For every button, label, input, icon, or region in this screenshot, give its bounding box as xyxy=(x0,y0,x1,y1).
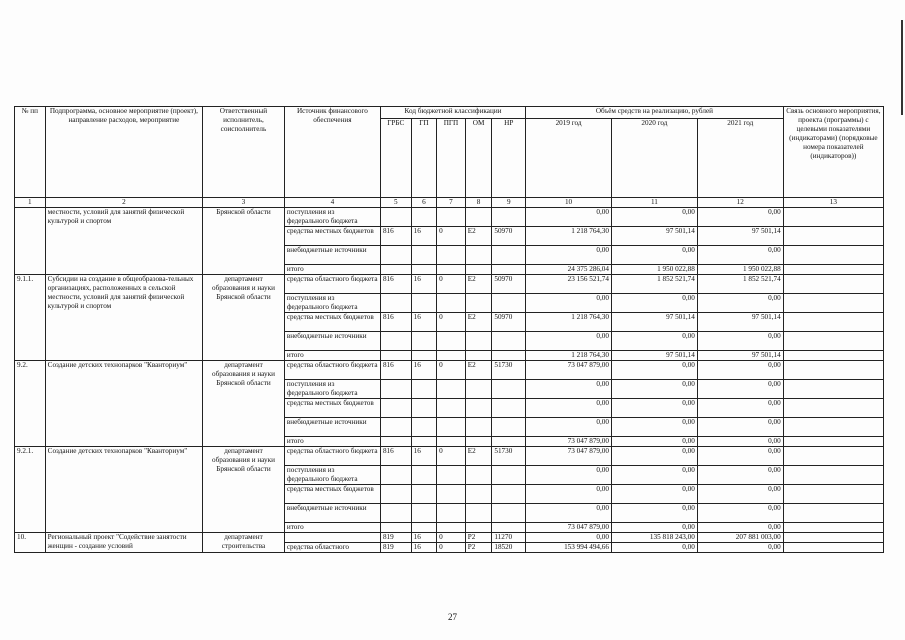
indicator-link xyxy=(783,275,883,294)
header-year-2021: 2021 год xyxy=(697,119,783,198)
code-nr xyxy=(492,523,526,533)
amount-2019: 24 375 286,04 xyxy=(526,265,612,275)
indicator-link xyxy=(783,351,883,361)
amount-2020: 0,00 xyxy=(611,380,697,399)
header-link: Связь основного мероприятия, проекта (программы) с целевыми показателями (индикаторами) (порядковые номера показателей (индикаторов)) xyxy=(783,107,883,198)
amount-2021: 1 852 521,74 xyxy=(697,275,783,294)
code-nr xyxy=(492,265,526,275)
code-pgp xyxy=(437,208,466,227)
code-nr: 50970 xyxy=(492,313,526,332)
amount-2019: 0,00 xyxy=(526,399,612,418)
code-pgp xyxy=(437,380,466,399)
code-grbs xyxy=(380,246,411,265)
indicator-link xyxy=(783,523,883,533)
program-name: Создание детских технопарков "Кванториум" xyxy=(45,361,202,447)
code-grbs: 816 xyxy=(380,275,411,294)
code-om xyxy=(465,399,492,418)
code-gp: 16 xyxy=(411,313,437,332)
code-grbs xyxy=(380,504,411,523)
code-gp xyxy=(411,418,437,437)
funding-source: средства местных бюджетов xyxy=(284,399,380,418)
amount-2021: 0,00 xyxy=(697,332,783,351)
amount-2019: 1 218 764,30 xyxy=(526,227,612,246)
code-nr xyxy=(492,246,526,265)
funding-source: средства областного бюджета xyxy=(284,361,380,380)
code-grbs xyxy=(380,351,411,361)
code-grbs xyxy=(380,466,411,485)
code-gp xyxy=(411,504,437,523)
amount-2020: 0,00 xyxy=(611,294,697,313)
funding-source: итого xyxy=(284,523,380,533)
indicator-link xyxy=(783,418,883,437)
amount-2021: 0,00 xyxy=(697,246,783,265)
amount-2021: 0,00 xyxy=(697,208,783,227)
funding-source: итого xyxy=(284,437,380,447)
code-grbs: 816 xyxy=(380,313,411,332)
funding-source: средства областного бюджета xyxy=(284,275,380,294)
code-gp: 16 xyxy=(411,227,437,246)
amount-2021: 97 501,14 xyxy=(697,227,783,246)
amount-2020: 135 818 243,00 xyxy=(611,533,697,543)
amount-2020: 0,00 xyxy=(611,543,697,553)
amount-2019: 0,00 xyxy=(526,246,612,265)
header-num: № пп xyxy=(15,107,46,198)
funding-source: средства местных бюджетов xyxy=(284,313,380,332)
code-nr: 11270 xyxy=(492,533,526,543)
amount-2020: 1 852 521,74 xyxy=(611,275,697,294)
amount-2019: 0,00 xyxy=(526,208,612,227)
row-number: 10. xyxy=(15,533,46,553)
amount-2019: 0,00 xyxy=(526,294,612,313)
code-pgp xyxy=(437,504,466,523)
amount-2020: 0,00 xyxy=(611,208,697,227)
code-gp xyxy=(411,246,437,265)
code-gp xyxy=(411,466,437,485)
code-nr xyxy=(492,485,526,504)
code-om: E2 xyxy=(465,313,492,332)
executor: департамент строительства xyxy=(203,533,285,553)
code-pgp xyxy=(437,418,466,437)
indicator-link xyxy=(783,485,883,504)
code-nr xyxy=(492,351,526,361)
funding-source: средства областного xyxy=(284,543,380,553)
table-row xyxy=(15,275,884,294)
amount-2020: 0,00 xyxy=(611,504,697,523)
code-nr xyxy=(492,504,526,523)
program-name: Субсидии на создание в общеобразова-тельных организациях, расположенных в сельской местности, условий для занятий физической культурой и спортом xyxy=(45,275,202,361)
column-number: 13 xyxy=(783,198,883,208)
code-gp xyxy=(411,294,437,313)
table-row xyxy=(15,208,884,227)
funding-source: средства местных бюджетов xyxy=(284,485,380,504)
amount-2019: 0,00 xyxy=(526,504,612,523)
column-number: 2 xyxy=(45,198,202,208)
amount-2021: 1 950 022,88 xyxy=(697,265,783,275)
amount-2019: 0,00 xyxy=(526,332,612,351)
amount-2020: 0,00 xyxy=(611,447,697,466)
code-om xyxy=(465,208,492,227)
column-number: 9 xyxy=(492,198,526,208)
code-gp xyxy=(411,399,437,418)
code-gp xyxy=(411,523,437,533)
amount-2019: 73 047 879,00 xyxy=(526,523,612,533)
column-number: 3 xyxy=(203,198,285,208)
code-om: E2 xyxy=(465,447,492,466)
indicator-link xyxy=(783,227,883,246)
scan-edge-mark xyxy=(901,20,903,115)
amount-2021: 0,00 xyxy=(697,437,783,447)
code-om xyxy=(465,504,492,523)
table-row xyxy=(15,533,884,543)
code-nr xyxy=(492,418,526,437)
amount-2021: 97 501,14 xyxy=(697,351,783,361)
amount-2021: 0,00 xyxy=(697,485,783,504)
code-gp: 16 xyxy=(411,275,437,294)
column-number: 4 xyxy=(284,198,380,208)
code-pgp: 0 xyxy=(437,275,466,294)
code-nr: 51730 xyxy=(492,361,526,380)
code-grbs xyxy=(380,332,411,351)
code-nr xyxy=(492,208,526,227)
code-om xyxy=(465,437,492,447)
code-nr: 51730 xyxy=(492,447,526,466)
code-om: E2 xyxy=(465,361,492,380)
table-header xyxy=(15,107,884,208)
amount-2021: 0,00 xyxy=(697,466,783,485)
indicator-link xyxy=(783,543,883,553)
indicator-link xyxy=(783,466,883,485)
column-number: 6 xyxy=(411,198,437,208)
executor: департамент образования и науки Брянской области xyxy=(203,275,285,361)
code-nr xyxy=(492,294,526,313)
amount-2019: 0,00 xyxy=(526,466,612,485)
table-row xyxy=(15,447,884,466)
amount-2021: 0,00 xyxy=(697,523,783,533)
amount-2019: 153 994 494,66 xyxy=(526,543,612,553)
header-grbs: ГРБС xyxy=(380,119,411,198)
code-pgp: 0 xyxy=(437,447,466,466)
amount-2019: 0,00 xyxy=(526,380,612,399)
code-pgp xyxy=(437,294,466,313)
code-gp xyxy=(411,485,437,504)
executor: департамент образования и науки Брянской области xyxy=(203,447,285,533)
indicator-link xyxy=(783,361,883,380)
funding-source: поступления из федерального бюджета xyxy=(284,294,380,313)
indicator-link xyxy=(783,447,883,466)
code-gp xyxy=(411,380,437,399)
header-om: ОМ xyxy=(465,119,492,198)
amount-2019: 23 156 521,74 xyxy=(526,275,612,294)
amount-2019: 1 218 764,30 xyxy=(526,313,612,332)
code-grbs xyxy=(380,265,411,275)
header-year-2019: 2019 год xyxy=(526,119,612,198)
code-grbs xyxy=(380,523,411,533)
code-nr xyxy=(492,437,526,447)
funding-source: средства местных бюджетов xyxy=(284,227,380,246)
executor: Брянской области xyxy=(203,208,285,275)
amount-2020: 0,00 xyxy=(611,361,697,380)
indicator-link xyxy=(783,208,883,227)
amount-2020: 0,00 xyxy=(611,437,697,447)
code-grbs xyxy=(380,208,411,227)
indicator-link xyxy=(783,399,883,418)
amount-2020: 0,00 xyxy=(611,332,697,351)
table-body xyxy=(15,208,884,553)
code-grbs xyxy=(380,418,411,437)
amount-2019: 0,00 xyxy=(526,485,612,504)
code-nr xyxy=(492,380,526,399)
code-nr xyxy=(492,466,526,485)
code-pgp xyxy=(437,485,466,504)
amount-2020: 0,00 xyxy=(611,399,697,418)
amount-2021: 97 501,14 xyxy=(697,313,783,332)
code-pgp: 0 xyxy=(437,543,466,553)
indicator-link xyxy=(783,332,883,351)
code-pgp xyxy=(437,332,466,351)
code-nr: 18520 xyxy=(492,543,526,553)
funding-source: средства областного бюджета xyxy=(284,447,380,466)
column-number: 5 xyxy=(380,198,411,208)
amount-2019: 0,00 xyxy=(526,533,612,543)
code-grbs xyxy=(380,437,411,447)
code-gp: 16 xyxy=(411,543,437,553)
amount-2019: 0,00 xyxy=(526,418,612,437)
amount-2021: 0,00 xyxy=(697,294,783,313)
code-grbs xyxy=(380,399,411,418)
code-om xyxy=(465,246,492,265)
amount-2019: 73 047 879,00 xyxy=(526,447,612,466)
code-grbs xyxy=(380,485,411,504)
code-pgp: 0 xyxy=(437,313,466,332)
code-grbs: 816 xyxy=(380,227,411,246)
column-number: 10 xyxy=(526,198,612,208)
code-om: P2 xyxy=(465,533,492,543)
funding-source xyxy=(284,533,380,543)
funding-source: поступления из федерального бюджета xyxy=(284,466,380,485)
code-pgp: 0 xyxy=(437,361,466,380)
code-pgp xyxy=(437,523,466,533)
header-gp: ГП xyxy=(411,119,437,198)
funding-source: итого xyxy=(284,265,380,275)
amount-2019: 1 218 764,30 xyxy=(526,351,612,361)
row-number xyxy=(15,208,46,275)
amount-2021: 0,00 xyxy=(697,361,783,380)
code-pgp: 0 xyxy=(437,227,466,246)
column-number: 12 xyxy=(697,198,783,208)
code-pgp xyxy=(437,466,466,485)
code-om xyxy=(465,351,492,361)
row-number: 9.1.1. xyxy=(15,275,46,361)
amount-2019: 73 047 879,00 xyxy=(526,437,612,447)
column-number: 1 xyxy=(15,198,46,208)
header-source: Источник финансового обеспечения xyxy=(284,107,380,198)
indicator-link xyxy=(783,504,883,523)
code-om xyxy=(465,294,492,313)
amount-2021: 207 881 003,00 xyxy=(697,533,783,543)
code-gp xyxy=(411,208,437,227)
column-number-row xyxy=(15,198,884,208)
code-grbs xyxy=(380,380,411,399)
code-pgp xyxy=(437,246,466,265)
code-pgp: 0 xyxy=(437,533,466,543)
code-grbs: 819 xyxy=(380,543,411,553)
code-om xyxy=(465,523,492,533)
column-number: 11 xyxy=(611,198,697,208)
code-om xyxy=(465,466,492,485)
code-grbs: 819 xyxy=(380,533,411,543)
amount-2020: 0,00 xyxy=(611,246,697,265)
amount-2020: 97 501,14 xyxy=(611,351,697,361)
code-pgp xyxy=(437,399,466,418)
funding-source: внебюджетные источники xyxy=(284,504,380,523)
program-name: Региональный проект "Содействие занятости женщин - создание условий xyxy=(45,533,202,553)
amount-2021: 0,00 xyxy=(697,418,783,437)
header-year-2020: 2020 год xyxy=(611,119,697,198)
code-grbs xyxy=(380,294,411,313)
funding-source: внебюджетные источники xyxy=(284,246,380,265)
code-gp xyxy=(411,351,437,361)
header-nr: НР xyxy=(492,119,526,198)
code-pgp xyxy=(437,265,466,275)
funding-source: итого xyxy=(284,351,380,361)
header-volume: Объём средств на реализацию, рублей xyxy=(526,107,784,119)
code-om: E2 xyxy=(465,275,492,294)
header-budget-code: Код бюджетной классификации xyxy=(380,107,525,119)
indicator-link xyxy=(783,533,883,543)
row-number: 9.2. xyxy=(15,361,46,447)
code-gp xyxy=(411,332,437,351)
amount-2020: 0,00 xyxy=(611,485,697,504)
amount-2021: 0,00 xyxy=(697,399,783,418)
code-gp: 16 xyxy=(411,447,437,466)
amount-2021: 0,00 xyxy=(697,504,783,523)
amount-2021: 0,00 xyxy=(697,447,783,466)
code-gp: 16 xyxy=(411,533,437,543)
amount-2020: 0,00 xyxy=(611,466,697,485)
page-number: 27 xyxy=(448,612,457,622)
executor: департамент образования и науки Брянской области xyxy=(203,361,285,447)
code-gp: 16 xyxy=(411,361,437,380)
amount-2020: 0,00 xyxy=(611,523,697,533)
funding-source: поступления из федерального бюджета xyxy=(284,208,380,227)
code-om: P2 xyxy=(465,543,492,553)
funding-source: внебюджетные источники xyxy=(284,418,380,437)
amount-2020: 1 950 022,88 xyxy=(611,265,697,275)
header-executor: Ответственный исполнитель, соисполнитель xyxy=(203,107,285,198)
indicator-link xyxy=(783,380,883,399)
funding-source: поступления из федерального бюджета xyxy=(284,380,380,399)
code-om xyxy=(465,265,492,275)
column-number: 7 xyxy=(437,198,466,208)
code-om xyxy=(465,485,492,504)
indicator-link xyxy=(783,313,883,332)
amount-2019: 73 047 879,00 xyxy=(526,361,612,380)
amount-2020: 97 501,14 xyxy=(611,227,697,246)
code-nr xyxy=(492,399,526,418)
code-om xyxy=(465,418,492,437)
amount-2021: 0,00 xyxy=(697,380,783,399)
code-nr xyxy=(492,332,526,351)
code-gp xyxy=(411,437,437,447)
indicator-link xyxy=(783,246,883,265)
program-name: местности, условий для занятий физической культурой и спортом xyxy=(45,208,202,275)
program-name: Создание детских технопарков "Кванториум" xyxy=(45,447,202,533)
code-pgp xyxy=(437,351,466,361)
header-program: Подпрограмма, основное мероприятие (проект), направление расходов, мероприятие xyxy=(45,107,202,198)
code-nr: 50970 xyxy=(492,227,526,246)
funding-source: внебюджетные источники xyxy=(284,332,380,351)
amount-2021: 0,00 xyxy=(697,543,783,553)
header-pgp: ПГП xyxy=(437,119,466,198)
amount-2020: 97 501,14 xyxy=(611,313,697,332)
code-grbs: 816 xyxy=(380,361,411,380)
code-om xyxy=(465,380,492,399)
code-om xyxy=(465,332,492,351)
code-grbs: 816 xyxy=(380,447,411,466)
indicator-link xyxy=(783,437,883,447)
indicator-link xyxy=(783,265,883,275)
code-om: E2 xyxy=(465,227,492,246)
indicator-link xyxy=(783,294,883,313)
row-number: 9.2.1. xyxy=(15,447,46,533)
amount-2020: 0,00 xyxy=(611,418,697,437)
budget-table xyxy=(14,106,884,553)
code-gp xyxy=(411,265,437,275)
code-pgp xyxy=(437,437,466,447)
table-row xyxy=(15,361,884,380)
column-number: 8 xyxy=(465,198,492,208)
code-nr: 50970 xyxy=(492,275,526,294)
